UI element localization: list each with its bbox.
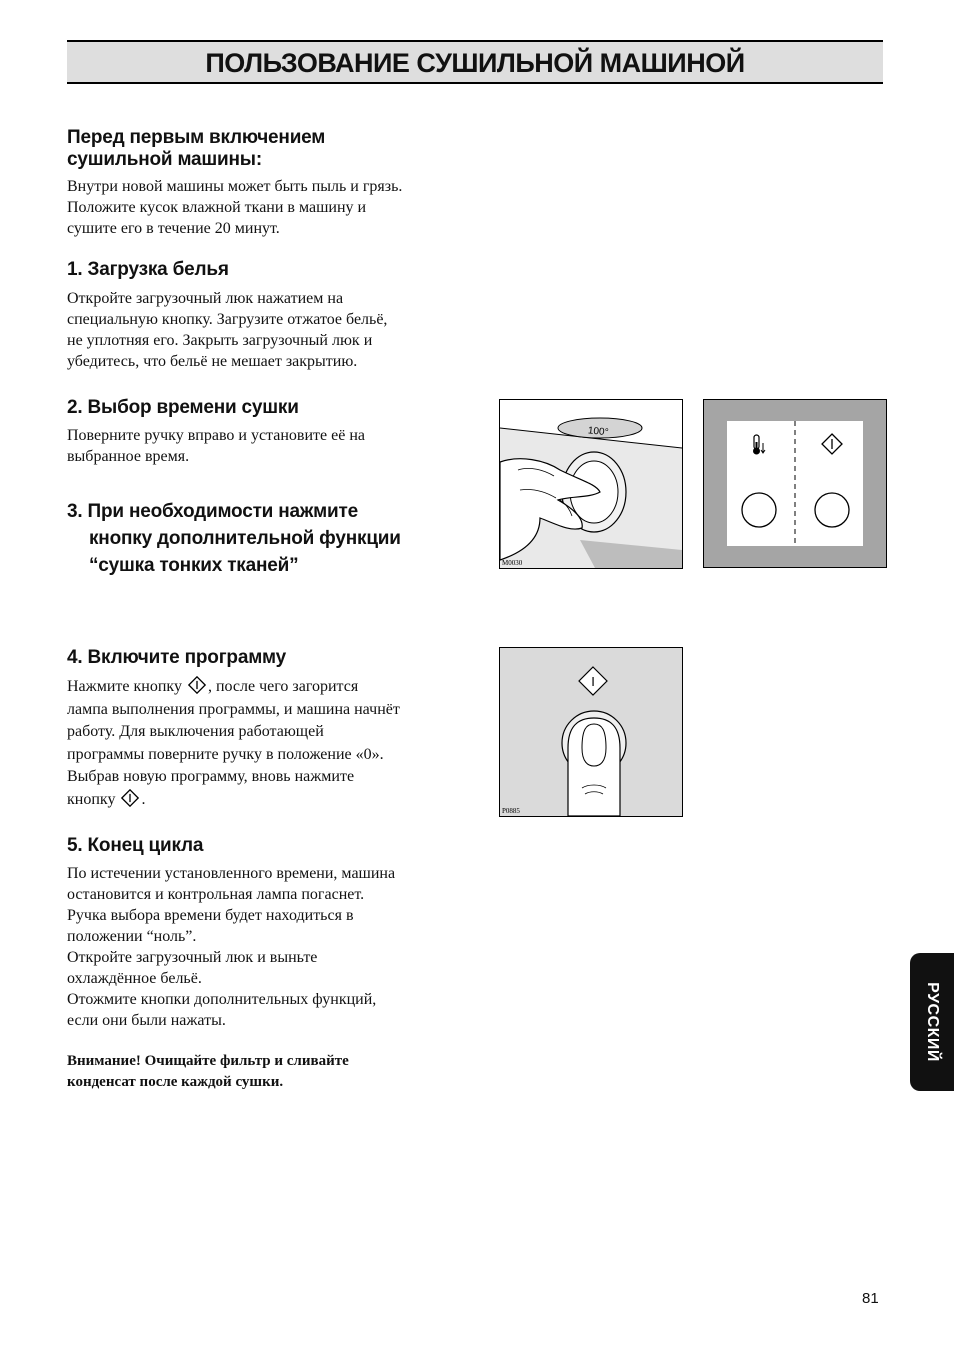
text-line: охлаждённое бельё. xyxy=(67,970,202,987)
text-line: Ручка выбора времени будет находиться в xyxy=(67,907,354,924)
heading-before-first-use xyxy=(67,127,325,171)
text-fragment: кнопку xyxy=(67,790,116,808)
text-line: программы поверните ручку в положение «0». xyxy=(67,745,384,763)
text-fragment: . xyxy=(141,790,146,808)
heading-delicate-option xyxy=(67,498,401,579)
text-fragment: Нажмите кнопку xyxy=(67,678,182,695)
warning-line: Внимание! Очищайте фильтр и сливайте xyxy=(67,1053,349,1069)
figure-code-dial: M0030 xyxy=(502,559,523,567)
text-line: Откройте загрузочный люк нажатием на xyxy=(67,290,344,307)
heading-start-program: 4. Включите программу xyxy=(67,647,287,668)
heading-time-selection: 2. Выбор времени сушки xyxy=(67,397,299,418)
text-line: лампа выполнения программы, и машина начнёт xyxy=(67,700,400,718)
heading-line: Перед первым включением xyxy=(67,127,326,148)
delicate-button-illustration xyxy=(742,493,776,527)
dial-scale-label: 100° xyxy=(587,425,610,439)
text-start-program xyxy=(67,676,400,811)
text-end-of-cycle xyxy=(67,863,395,1031)
language-tab xyxy=(910,953,954,1091)
text-line: Внутри новой машины может быть пыль и грязь. xyxy=(67,178,403,195)
text-line: Откройте загрузочный люк и выньте xyxy=(67,949,318,966)
start-button-illustration xyxy=(815,493,849,527)
text-time-selection xyxy=(67,425,365,467)
text-fragment: , после чего загорится xyxy=(207,678,359,695)
page-title: ПОЛЬЗОВАНИЕ СУШИЛЬНОЙ МАШИНОЙ xyxy=(205,48,745,78)
heading-loading: 1. Загрузка белья xyxy=(67,259,229,280)
figure-start-button-press xyxy=(499,647,683,817)
text-line: положении “ноль”. xyxy=(67,928,197,945)
heading-line: “сушка тонких тканей” xyxy=(89,555,299,576)
start-diamond-icon xyxy=(186,676,208,694)
warning-line: конденсат после каждой сушки. xyxy=(67,1074,284,1090)
figure-timer-dial xyxy=(499,399,683,569)
start-symbol: I xyxy=(591,674,595,689)
control-panel-illustration xyxy=(704,400,886,567)
text-line: работу. Для выключения работающей xyxy=(67,723,324,740)
page-title-bar xyxy=(67,40,883,84)
language-tab-label: РУССКИЙ xyxy=(924,982,941,1062)
heading-line: кнопку дополнительной функции xyxy=(89,528,401,549)
text-line: сушите его в течение 20 минут. xyxy=(67,220,280,237)
figure-code-start: P0885 xyxy=(502,807,520,815)
text-line: Положите кусок влажной ткани в машину и xyxy=(67,199,367,216)
text-line: специальную кнопку. Загрузите отжатое бельё, xyxy=(67,311,388,328)
text-line: выбранное время. xyxy=(67,448,190,465)
text-line: не уплотняя его. Закрыть загрузочный люк и xyxy=(67,332,373,349)
text-line xyxy=(67,676,400,699)
warning-note xyxy=(67,1051,349,1093)
page-number: 81 xyxy=(862,1290,879,1307)
text-line: По истечении установленного времени, машина xyxy=(67,865,396,882)
text-line: Выбрав новую программу, вновь нажмите xyxy=(67,768,355,785)
text-line: убедитесь, что бельё не мешает закрытию. xyxy=(67,353,358,370)
text-line: Отожмите кнопки дополнительных функций, xyxy=(67,991,377,1008)
figure-control-buttons xyxy=(703,399,887,568)
finger-press-illustration xyxy=(500,648,682,816)
start-diamond-icon xyxy=(119,789,141,807)
text-line: если они были нажаты. xyxy=(67,1012,226,1029)
heading-end-of-cycle: 5. Конец цикла xyxy=(67,835,204,856)
heading-line: 3. При необходимости нажмите xyxy=(67,501,358,522)
start-diamond-icon xyxy=(579,667,607,695)
text-loading xyxy=(67,288,387,372)
heading-line: сушильной машины: xyxy=(67,149,262,170)
text-line: остановится и контрольная лампа погаснет. xyxy=(67,886,365,903)
text-line: Поверните ручку вправо и установите её на xyxy=(67,427,365,444)
dial-hand-illustration xyxy=(500,400,682,568)
text-before-first-use xyxy=(67,176,402,239)
text-line xyxy=(67,789,400,812)
